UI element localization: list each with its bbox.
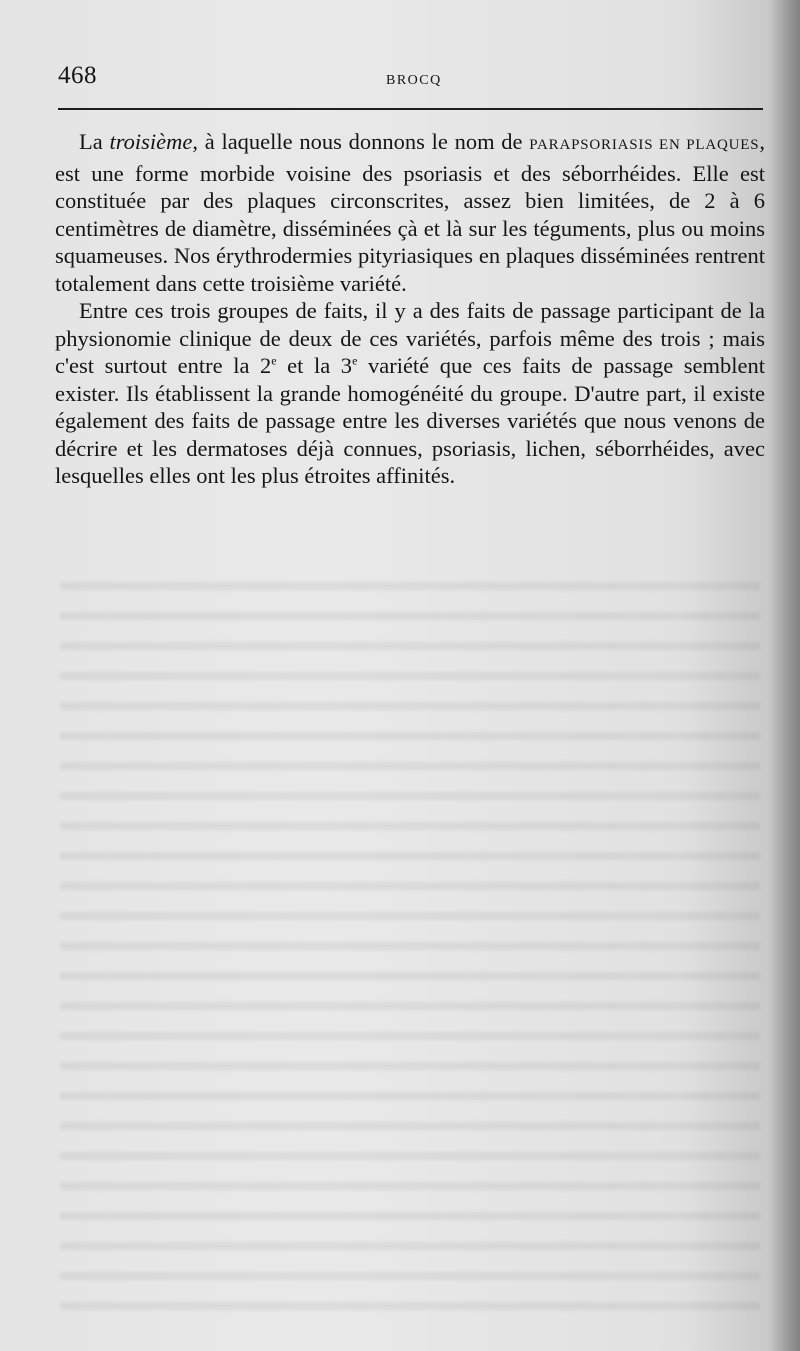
paragraph-2-text-c: variété que ces faits de passage semblent exister. Ils établissent la grande homogénéité du groupe. D'autre part, il existe également des faits de passage entre les diverses variétés que nous venons de décrire et les dermatoses déjà connues, psoriasis, lichen, séborrhéides, avec lesquelles elles ont les plus étroites affinités. xyxy=(55,353,765,488)
paragraph-1 xyxy=(55,128,765,297)
paragraph-2 xyxy=(55,297,765,490)
show-through-texture xyxy=(60,560,760,1320)
page-edge-shadow xyxy=(770,0,800,1351)
header-rule xyxy=(58,108,763,110)
italic-word: troisième xyxy=(109,129,193,154)
page-number: 468 xyxy=(58,62,97,89)
superscript-e-1: e xyxy=(271,353,277,368)
body-text xyxy=(55,128,765,490)
paragraph-2-text-a: Entre ces trois groupes de faits, il y a des faits de passage participant de la physionomie clinique de deux de ces variétés, parfois même des trois ; mais c'est surtout entre la 2 xyxy=(55,298,765,378)
paragraph-1-text-a: , à laquelle nous donnons le nom de xyxy=(192,129,530,154)
paragraph-2-text-b: et la 3 xyxy=(276,353,353,378)
superscript-e-2: e xyxy=(352,353,358,368)
paragraph-1-text-b: , est une forme morbide voisine des psoriasis et des séborrhéides. Elle est constituée par des plaques circonscrites, assez bien limitées, de 2 à 6 centimètres de diamètre, disséminées çà et là sur les téguments, plus ou moins squameuses. Nos érythrodermies pityriasiques en plaques disséminées rentrent totalement dans cette troisième variété. xyxy=(55,129,765,296)
smallcaps-term: PARAPSORIASIS EN PLAQUES xyxy=(529,137,760,153)
running-head: BROCQ xyxy=(386,73,442,88)
paragraph-1-lead: La xyxy=(79,129,110,154)
